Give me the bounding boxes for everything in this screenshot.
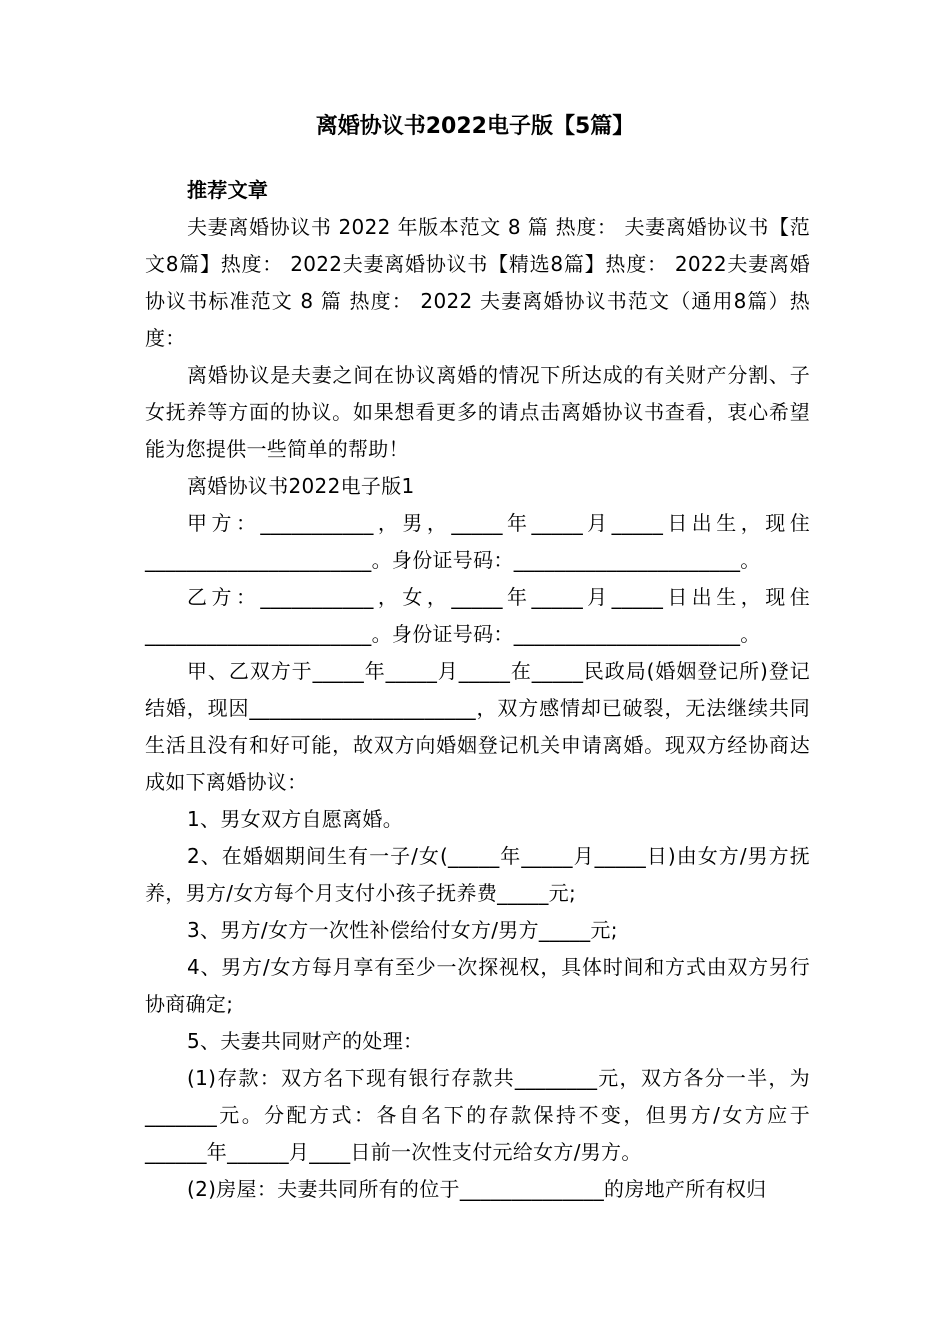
clause-5: 5、夫妻共同财产的处理： bbox=[187, 1029, 424, 1053]
section-heading-recommended: 推荐文章 bbox=[187, 178, 269, 202]
party-a-line: 甲方：___________，男，_____年_____月_____日出生，现住______________________。身份证号码：______________________。 bbox=[145, 511, 810, 572]
marriage-registration-paragraph: 甲、乙双方于_____年_____月_____在_____民政局(婚姻登记所)登记结婚，现因______________________，双方感情却已破裂，无法继续共同生活且没有和好可能，故双方向婚姻登记机关申请离婚。现双方经协商达成如下离婚协议： bbox=[145, 659, 810, 794]
clause-5-housing: (2)房屋：夫妻共同所有的位于______________的房地产所有权归 bbox=[187, 1177, 767, 1201]
document-title: 离婚协议书2022电子版【5篇】 bbox=[315, 114, 635, 139]
clause-2: 2、在婚姻期间生有一子/女(_____年_____月_____日)由女方/男方抚养，男方/女方每个月支付小孩子抚养费_____元; bbox=[145, 844, 810, 905]
clause-3: 3、男方/女方一次性补偿给付女方/男方_____元; bbox=[187, 918, 618, 942]
agreement-heading: 离婚协议书2022电子版1 bbox=[187, 474, 415, 498]
clause-1: 1、男女双方自愿离婚。 bbox=[187, 807, 404, 831]
clause-5-deposits: (1)存款：双方名下现有银行存款共________元，双方各分一半，为_______元。分配方式：各自名下的存款保持不变，但男方/女方应于______年______月____日前一次性支付元给女方/男方。 bbox=[145, 1066, 810, 1164]
party-b-line: 乙方：___________，女，_____年_____月_____日出生，现住______________________。身份证号码：______________________。 bbox=[145, 585, 810, 646]
document-body bbox=[145, 172, 810, 1208]
recommended-articles-list: 夫妻离婚协议书 2022 年版本范文 8 篇 热度： 夫妻离婚协议书【范文8篇】热度： 2022夫妻离婚协议书【精选8篇】热度： 2022夫妻离婚协议书标准范文 8 篇 热度： 2022 夫妻离婚协议书范文（通用8篇）热度： bbox=[145, 215, 810, 350]
intro-paragraph: 离婚协议是夫妻之间在协议离婚的情况下所达成的有关财产分割、子女抚养等方面的协议。如果想看更多的请点击离婚协议书查看，衷心希望能为您提供一些简单的帮助！ bbox=[145, 363, 810, 461]
clause-4: 4、男方/女方每月享有至少一次探视权，具体时间和方式由双方另行协商确定; bbox=[145, 955, 810, 1016]
